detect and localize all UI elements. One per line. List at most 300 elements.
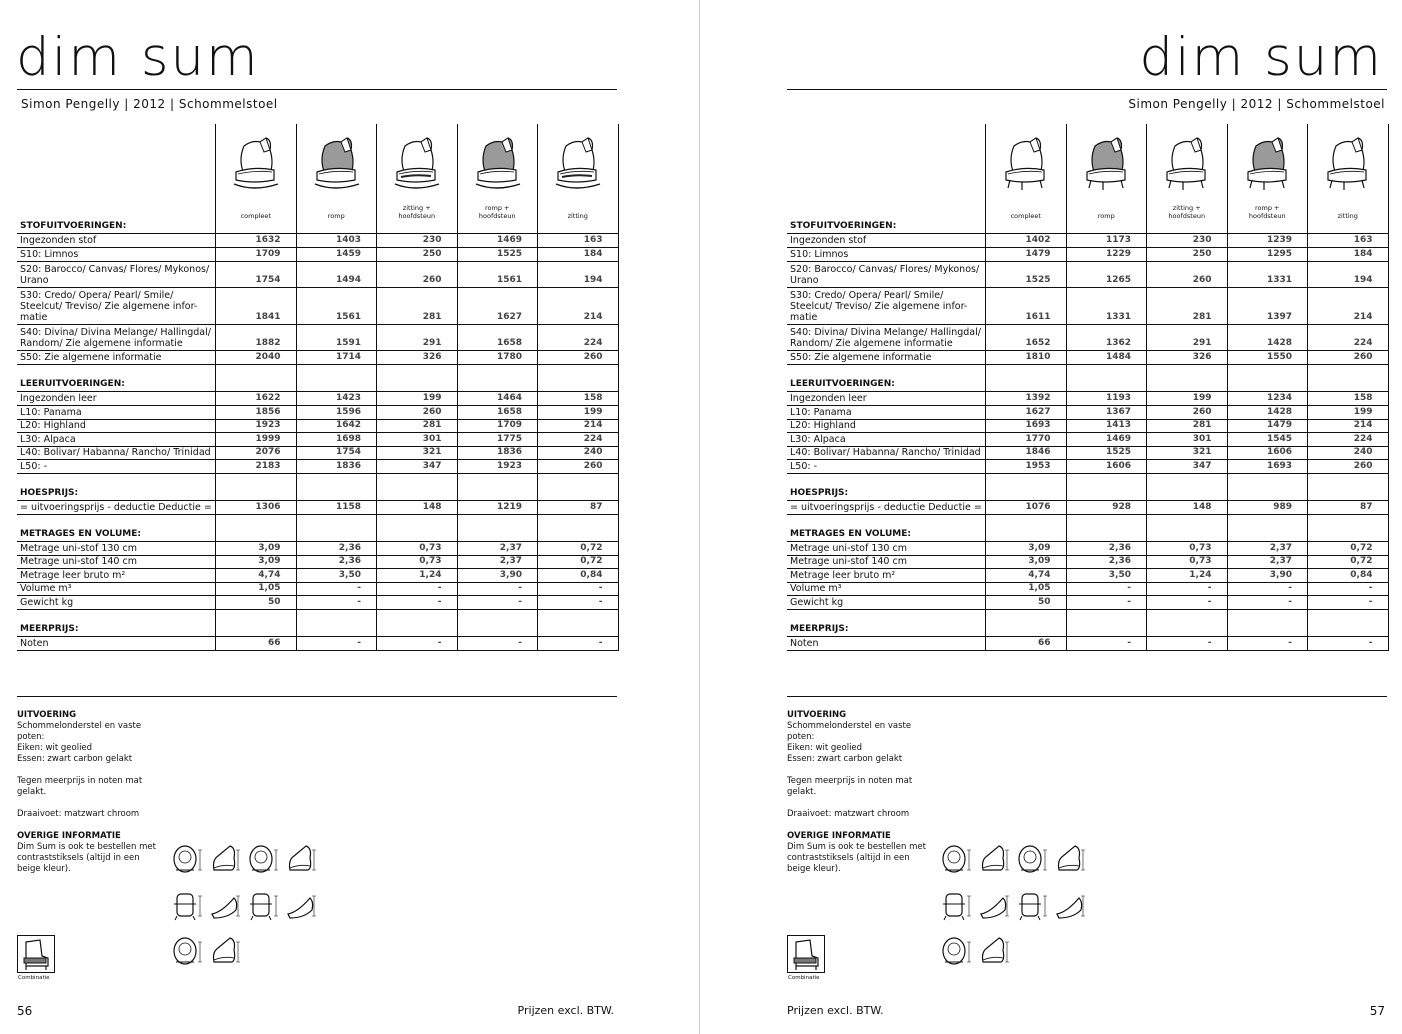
price-cell: 66	[267, 638, 281, 648]
price-cell: 1652	[1025, 338, 1051, 348]
uitvoering-line: Schommelonderstel en vaste	[17, 721, 142, 731]
price-cell: 1469	[496, 235, 522, 245]
price-cell: 194	[583, 275, 603, 285]
dimension-diagram-icon	[208, 888, 242, 926]
price-cell: 260	[1353, 461, 1373, 471]
chair-variant-label: compleet	[1010, 212, 1041, 220]
chair-column-header	[296, 124, 377, 232]
price-cell: 1295	[1266, 249, 1292, 259]
right-page	[701, 0, 1401, 1034]
dimension-diagram-icon	[208, 934, 242, 972]
table-row	[17, 636, 618, 650]
table-row	[17, 405, 618, 419]
price-cell: 0,73	[419, 556, 442, 566]
row-rule	[17, 514, 618, 515]
price-cell: 1810	[1025, 352, 1051, 362]
price-cell: -	[518, 638, 522, 648]
table-row	[787, 432, 1388, 446]
overige-line: beige kleur).	[787, 864, 841, 874]
price-cell: 1606	[1266, 447, 1292, 457]
row-rule	[787, 514, 1388, 515]
price-cell: 1561	[335, 312, 361, 322]
price-cell: 260	[583, 352, 603, 362]
table-row	[787, 391, 1388, 405]
table-row	[17, 419, 618, 432]
dimension-diagram-icon	[939, 842, 973, 880]
table-row	[17, 595, 618, 609]
price-cell: 1173	[1105, 235, 1131, 245]
price-cell: 1484	[1105, 352, 1131, 362]
price-cell: 1856	[255, 407, 281, 417]
dimension-diagram-icon	[939, 888, 973, 926]
price-cell: 214	[583, 420, 603, 430]
row-label: S50: Zie algemene informatie	[20, 352, 162, 363]
price-cell: 0,84	[580, 570, 603, 580]
combinatie-label: Combinatie	[18, 975, 50, 981]
price-cell: 224	[583, 434, 603, 444]
price-cell: 66	[1037, 638, 1051, 648]
chair-variant-label: romp + hoofdsteun	[1248, 204, 1286, 220]
dimension-diagram-icon	[170, 934, 204, 972]
price-cell: 1392	[1025, 393, 1051, 403]
row-rule	[17, 650, 618, 651]
price-cell: 148	[422, 502, 442, 512]
chair-column-header	[1066, 124, 1147, 232]
price-cell: 928	[1112, 502, 1131, 512]
price-cell: 1698	[335, 434, 361, 444]
uitvoering-heading: UITVOERING	[17, 710, 77, 720]
dimension-diagram-icon	[246, 842, 280, 880]
row-rule	[787, 609, 1388, 610]
price-cell: 0,72	[580, 556, 603, 566]
price-cell: 158	[1353, 393, 1373, 403]
row-label: S20: Barocco/ Canvas/ Flores/ Mykonos/ Urano	[20, 264, 210, 286]
price-cell: 2,36	[338, 543, 361, 553]
table-row	[17, 555, 618, 568]
row-label: Metrage uni-stof 140 cm	[20, 556, 137, 567]
price-cell: 1397	[1266, 312, 1292, 322]
price-cell: 50	[267, 597, 281, 607]
row-label: S40: Divina/ Divina Melange/ Hallingdal/ Random/ Zie algemene informatie	[790, 327, 981, 349]
price-cell: 291	[422, 338, 442, 348]
price-cell: 321	[1192, 447, 1212, 457]
price-cell: 158	[583, 393, 603, 403]
price-cell: 240	[583, 447, 603, 457]
row-label: Noten	[790, 638, 819, 649]
price-cell: 260	[422, 407, 442, 417]
price-cell: -	[1368, 638, 1373, 648]
price-cell: -	[1207, 597, 1212, 607]
price-cell: 1632	[255, 235, 281, 245]
price-cell: 0,73	[419, 543, 442, 553]
price-cell: 1658	[496, 338, 522, 348]
column-rule	[296, 124, 297, 651]
table-row	[17, 568, 618, 582]
price-cell: 0,72	[580, 543, 603, 553]
row-label: Metrage uni-stof 130 cm	[20, 543, 137, 554]
price-cell: 3,50	[338, 570, 361, 580]
overige-heading: OVERIGE INFORMATIE	[787, 831, 891, 841]
price-cell: 1469	[1105, 434, 1131, 444]
row-label: L50: -	[790, 461, 818, 472]
price-cell: 224	[1353, 338, 1373, 348]
price-cell: 1239	[1266, 235, 1292, 245]
row-label: L40: Bolivar/ Habanna/ Rancho/ Trinidad	[20, 447, 211, 458]
price-cell: 0,73	[1189, 556, 1212, 566]
dimension-diagram-icon	[208, 842, 242, 880]
row-rule	[787, 473, 1388, 474]
price-cell: 281	[1192, 312, 1212, 322]
price-cell: -	[357, 583, 361, 593]
price-cell: 50	[1037, 597, 1051, 607]
price-cell: 326	[1192, 352, 1212, 362]
table-row	[17, 233, 618, 247]
table-row	[787, 233, 1388, 247]
column-rule	[1146, 124, 1147, 651]
dimension-diagram-icon	[977, 934, 1011, 972]
price-cell: 1836	[335, 461, 361, 471]
dimension-diagram-icon	[1015, 888, 1049, 926]
price-cell: 194	[1353, 275, 1373, 285]
chair-column-header	[215, 124, 296, 232]
row-rule	[17, 364, 618, 365]
price-cell: 0,84	[1350, 570, 1373, 580]
price-cell: 3,09	[1028, 556, 1051, 566]
table-row	[17, 261, 618, 287]
uitvoering-line: Schommelonderstel en vaste	[787, 721, 912, 731]
price-cell: 1882	[255, 338, 281, 348]
row-label: Metrage leer bruto m²	[790, 570, 896, 581]
chair-variant-label: compleet	[240, 212, 271, 220]
column-rule	[618, 124, 619, 651]
column-rule	[1066, 124, 1067, 651]
price-cell: 3,09	[1028, 543, 1051, 553]
chair-variant-label: zitting + hoofdsteun	[398, 204, 436, 220]
page-number: 56	[17, 1004, 33, 1018]
uitvoering-line: Eiken: wit geolied	[17, 743, 93, 753]
price-cell: 1999	[255, 434, 281, 444]
section-heading: MEERPRIJS:	[20, 624, 79, 634]
price-cell: 0,72	[1350, 543, 1373, 553]
row-label: S10: Limnos	[790, 249, 849, 260]
price-cell: 1229	[1105, 249, 1131, 259]
section-heading: METRAGES EN VOLUME:	[790, 529, 911, 539]
price-cell: -	[1127, 597, 1131, 607]
price-cell: 3,90	[499, 570, 522, 580]
price-cell: 1403	[335, 235, 361, 245]
price-cell: -	[1288, 583, 1292, 593]
chair-column-header	[1227, 124, 1308, 232]
price-cell: -	[357, 597, 361, 607]
price-cell: 1591	[335, 338, 361, 348]
row-label: S40: Divina/ Divina Melange/ Hallingdal/ Random/ Zie algemene informatie	[20, 327, 211, 349]
price-cell: 1642	[335, 420, 361, 430]
price-cell: 1561	[496, 275, 522, 285]
price-cell: 1627	[496, 312, 522, 322]
uitvoering-line: Tegen meerprijs in noten mat	[787, 776, 913, 786]
table-row	[17, 350, 618, 364]
price-cell: 321	[422, 447, 442, 457]
combinatie-icon	[787, 935, 825, 973]
row-label: L20: Highland	[790, 420, 856, 431]
table-row	[787, 324, 1388, 350]
row-rule	[17, 609, 618, 610]
price-cell: 87	[1359, 502, 1373, 512]
price-cell: 214	[1353, 312, 1373, 322]
chair-column-header	[985, 124, 1066, 232]
price-cell: 3,09	[258, 543, 281, 553]
chair-column-header	[1307, 124, 1388, 232]
section-heading: MEERPRIJS:	[790, 624, 849, 634]
page-subtitle: Simon Pengelly | 2012 | Schommelstoel	[21, 97, 278, 111]
price-cell: 224	[1353, 434, 1373, 444]
price-cell: 2076	[255, 447, 281, 457]
price-cell: 163	[1353, 235, 1373, 245]
price-cell: 1622	[255, 393, 281, 403]
overige-line: contraststiksels (altijd in een	[17, 853, 140, 863]
price-cell: 1331	[1266, 275, 1292, 285]
section-heading: LEERUITVOERINGEN:	[790, 379, 895, 389]
footer-rule	[787, 696, 1387, 697]
page-title: dim sum	[1139, 27, 1383, 88]
table-row	[17, 324, 618, 350]
row-rule	[787, 650, 1388, 651]
column-rule	[1388, 124, 1389, 651]
price-cell: 1780	[496, 352, 522, 362]
section-heading: METRAGES EN VOLUME:	[20, 529, 141, 539]
row-label: S10: Limnos	[20, 249, 79, 260]
page-subtitle: Simon Pengelly | 2012 | Schommelstoel	[1128, 97, 1385, 111]
overige-line: beige kleur).	[17, 864, 71, 874]
price-cell: 1775	[496, 434, 522, 444]
price-cell: 1545	[1266, 434, 1292, 444]
price-cell: 281	[1192, 420, 1212, 430]
price-cell: 3,50	[1108, 570, 1131, 580]
row-label: Metrage leer bruto m²	[20, 570, 126, 581]
row-label: L10: Panama	[790, 407, 852, 418]
price-cell: -	[598, 583, 603, 593]
overige-heading: OVERIGE INFORMATIE	[17, 831, 121, 841]
price-cell: -	[1207, 638, 1212, 648]
price-cell: 240	[1353, 447, 1373, 457]
price-cell: 1428	[1266, 338, 1292, 348]
row-label: Ingezonden stof	[20, 235, 97, 246]
uitvoering-line: Draaivoet: matzwart chroom	[17, 809, 140, 819]
price-cell: 230	[422, 235, 442, 245]
price-cell: 1606	[1105, 461, 1131, 471]
table-row	[17, 582, 618, 595]
row-label: Volume m³	[790, 583, 842, 594]
table-row	[17, 500, 618, 514]
price-cell: 1306	[255, 502, 281, 512]
table-row	[17, 541, 618, 555]
price-cell: -	[1288, 597, 1292, 607]
price-cell: -	[518, 597, 522, 607]
row-rule	[17, 473, 618, 474]
dimension-diagram-icon	[977, 888, 1011, 926]
table-row	[787, 595, 1388, 609]
row-label: Metrage uni-stof 130 cm	[790, 543, 907, 554]
table-row	[17, 459, 618, 473]
row-label: L20: Highland	[20, 420, 86, 431]
dimension-diagram-icon	[1015, 842, 1049, 880]
price-cell: -	[1288, 638, 1292, 648]
price-cell: 199	[583, 407, 603, 417]
price-cell: 1464	[496, 393, 522, 403]
price-cell: 2040	[255, 352, 281, 362]
price-cell: 291	[1192, 338, 1212, 348]
table-row	[787, 247, 1388, 261]
column-rule	[457, 124, 458, 651]
price-cell: 1459	[335, 249, 361, 259]
dimension-diagram-icon	[284, 888, 318, 926]
section-heading: STOFUITVOERINGEN:	[790, 221, 897, 231]
row-label: Noten	[20, 638, 49, 649]
price-cell: 4,74	[258, 570, 281, 580]
price-cell: 1627	[1025, 407, 1051, 417]
price-cell: 163	[583, 235, 603, 245]
price-cell: 260	[1192, 275, 1212, 285]
price-cell: 1234	[1266, 393, 1292, 403]
dimension-diagram-icon	[246, 888, 280, 926]
price-cell: -	[1127, 583, 1131, 593]
price-cell: 1611	[1025, 312, 1051, 322]
price-cell: 1693	[1025, 420, 1051, 430]
table-row	[787, 350, 1388, 364]
price-cell: 230	[1192, 235, 1212, 245]
uitvoering-line: gelakt.	[787, 787, 817, 797]
uitvoering-heading: UITVOERING	[787, 710, 847, 720]
row-label: = uitvoeringsprijs - deductie Deductie =	[790, 502, 982, 513]
price-cell: 4,74	[1028, 570, 1051, 580]
price-cell: 2,37	[1269, 543, 1292, 553]
price-cell: -	[357, 638, 361, 648]
overige-line: contraststiksels (altijd in een	[787, 853, 910, 863]
uitvoering-line: gelakt.	[17, 787, 47, 797]
dimension-diagram-icon	[170, 842, 204, 880]
combinatie-label: Combinatie	[788, 975, 820, 981]
overige-line: Dim Sum is ook te bestellen met	[787, 842, 926, 852]
row-label: L30: Alpaca	[790, 434, 846, 445]
column-rule	[537, 124, 538, 651]
price-cell: -	[598, 597, 603, 607]
row-label: L50: -	[20, 461, 48, 472]
price-cell: 184	[583, 249, 603, 259]
uitvoering-line: Eiken: wit geolied	[787, 743, 863, 753]
dimension-diagram-icon	[1053, 842, 1087, 880]
chair-variant-label: zitting + hoofdsteun	[1168, 204, 1206, 220]
row-label: S50: Zie algemene informatie	[790, 352, 932, 363]
price-cell: 1709	[496, 420, 522, 430]
page-title: dim sum	[16, 27, 260, 88]
price-cell: 2,37	[499, 556, 522, 566]
price-cell: 2,37	[499, 543, 522, 553]
price-cell: 1770	[1025, 434, 1051, 444]
table-row	[787, 500, 1388, 514]
row-label: L40: Bolivar/ Habanna/ Rancho/ Trinidad	[790, 447, 981, 458]
price-cell: 1,05	[258, 583, 281, 593]
price-cell: 1413	[1105, 420, 1131, 430]
table-row	[787, 261, 1388, 287]
price-cell: 3,90	[1269, 570, 1292, 580]
price-cell: 1525	[1025, 275, 1051, 285]
row-label: S30: Credo/ Opera/ Pearl/ Smile/ Steelcut/ Treviso/ Zie algemene infor- matie	[20, 290, 198, 323]
price-cell: 1596	[335, 407, 361, 417]
price-cell: -	[1127, 638, 1131, 648]
price-cell: 250	[422, 249, 442, 259]
prices-note: Prijzen excl. BTW.	[517, 1004, 614, 1017]
row-label: Ingezonden leer	[20, 393, 97, 404]
price-cell: 2,36	[1108, 543, 1131, 553]
price-cell: 260	[422, 275, 442, 285]
table-row	[17, 432, 618, 446]
price-cell: 1923	[496, 461, 522, 471]
price-cell: 1,24	[1189, 570, 1212, 580]
price-cell: 301	[422, 434, 442, 444]
uitvoering-line: Draaivoet: matzwart chroom	[787, 809, 910, 819]
price-cell: 260	[583, 461, 603, 471]
price-cell: 199	[1192, 393, 1212, 403]
price-cell: -	[518, 583, 522, 593]
dimension-diagram-icon	[284, 842, 318, 880]
dimension-diagram-icon	[1053, 888, 1087, 926]
price-cell: -	[1368, 597, 1373, 607]
price-cell: 1923	[255, 420, 281, 430]
uitvoering-line: Tegen meerprijs in noten mat	[17, 776, 143, 786]
table-row	[787, 582, 1388, 595]
price-cell: 2,36	[1108, 556, 1131, 566]
price-cell: -	[437, 638, 442, 648]
price-cell: 260	[1192, 407, 1212, 417]
table-row	[787, 446, 1388, 459]
table-row	[787, 541, 1388, 555]
price-cell: 1525	[496, 249, 522, 259]
column-rule	[1307, 124, 1308, 651]
price-cell: 1525	[1105, 447, 1131, 457]
price-cell: 1,05	[1028, 583, 1051, 593]
price-cell: 989	[1273, 502, 1292, 512]
price-cell: 199	[1353, 407, 1373, 417]
price-cell: 2,36	[338, 556, 361, 566]
price-cell: 1709	[255, 249, 281, 259]
column-rule	[215, 124, 216, 651]
table-row	[787, 405, 1388, 419]
dimension-diagram-icon	[170, 888, 204, 926]
price-cell: 1714	[335, 352, 361, 362]
overige-line: Dim Sum is ook te bestellen met	[17, 842, 156, 852]
price-cell: 281	[422, 312, 442, 322]
chair-column-header	[457, 124, 538, 232]
price-cell: -	[437, 583, 442, 593]
row-label: Metrage uni-stof 140 cm	[790, 556, 907, 567]
dimension-diagram-icon	[939, 934, 973, 972]
price-cell: 1754	[255, 275, 281, 285]
row-label: S30: Credo/ Opera/ Pearl/ Smile/ Steelcut/ Treviso/ Zie algemene infor- matie	[790, 290, 968, 323]
price-cell: 347	[422, 461, 442, 471]
price-cell: 1693	[1266, 461, 1292, 471]
row-label: L10: Panama	[20, 407, 82, 418]
title-rule	[787, 89, 1387, 90]
price-cell: 1367	[1105, 407, 1131, 417]
chair-variant-label: romp	[327, 212, 345, 220]
row-label: Gewicht kg	[20, 597, 74, 608]
price-cell: 1076	[1025, 502, 1051, 512]
chair-column-header	[1146, 124, 1227, 232]
price-cell: 0,73	[1189, 543, 1212, 553]
price-cell: 214	[583, 312, 603, 322]
uitvoering-line: poten:	[787, 732, 815, 742]
price-cell: 1754	[335, 447, 361, 457]
